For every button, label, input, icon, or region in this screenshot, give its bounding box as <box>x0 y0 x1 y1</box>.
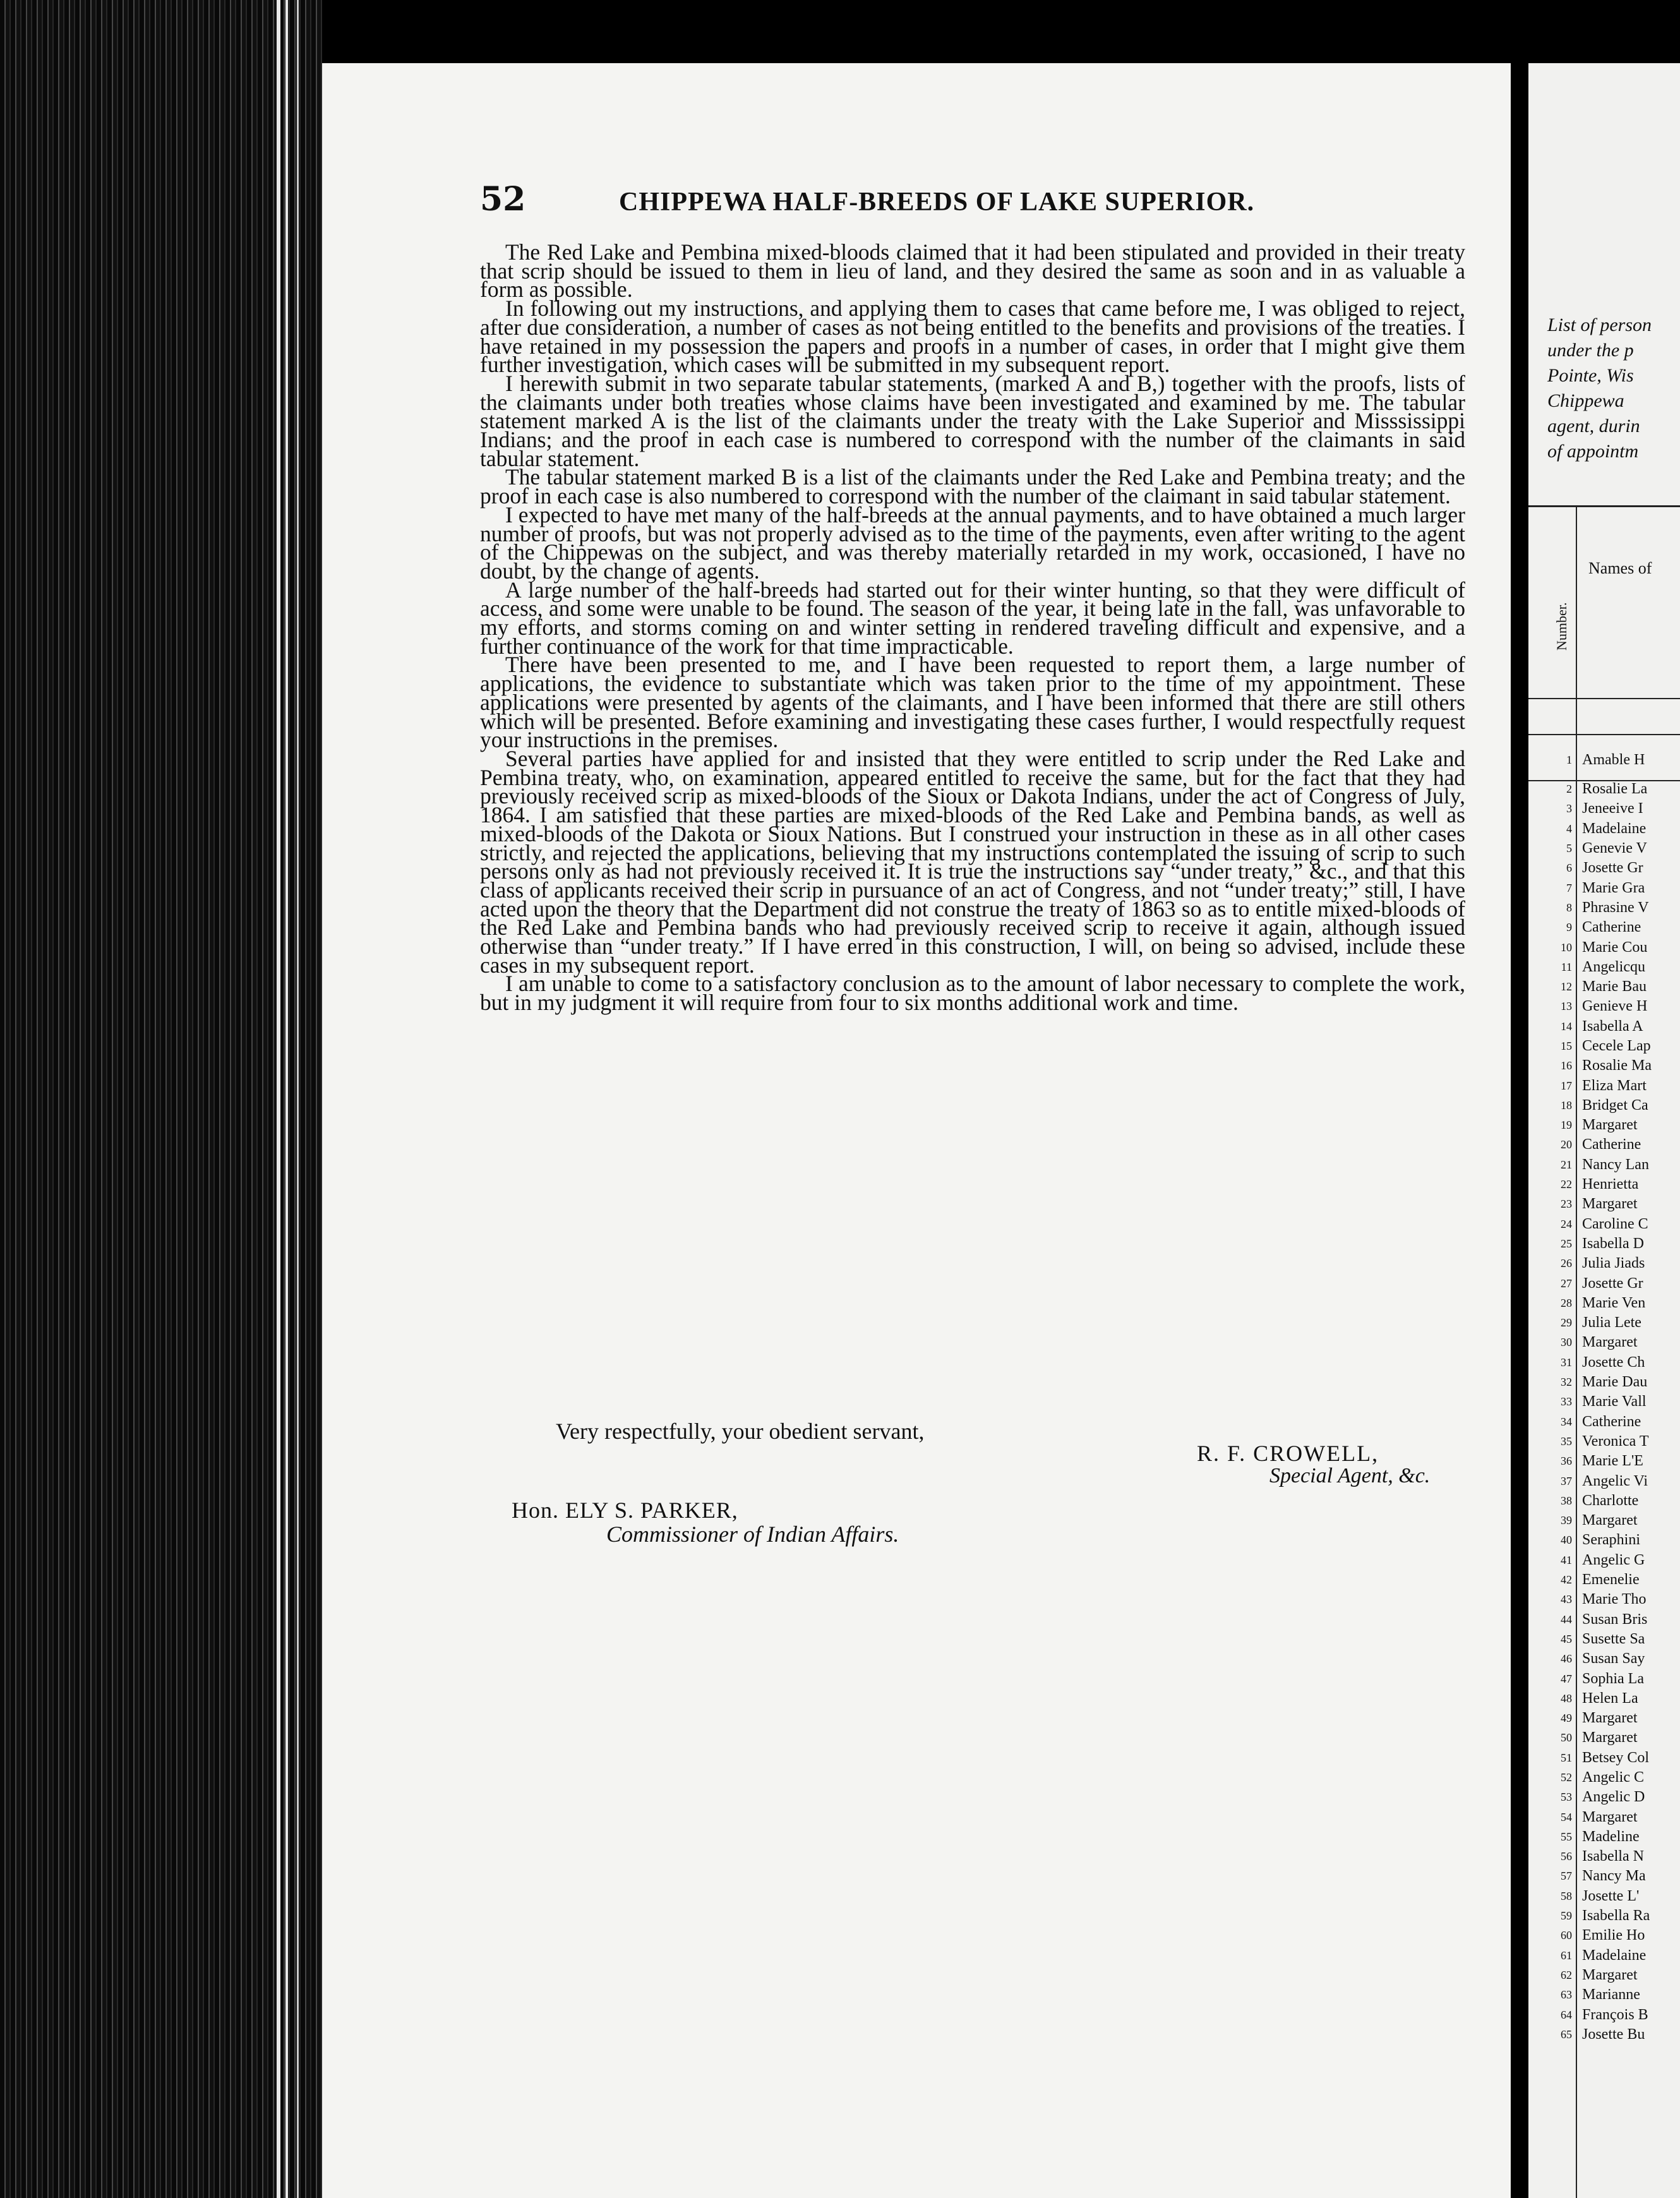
table-row <box>1544 1491 1680 1511</box>
table-row <box>1544 1946 1680 1966</box>
row-number: 58 <box>1561 1889 1572 1902</box>
row-name: Genevie V <box>1582 840 1647 857</box>
table-row <box>1544 1748 1680 1768</box>
table-row <box>1544 1234 1680 1254</box>
row-name: Rosalie La <box>1582 781 1648 798</box>
row-name: Marie Dau <box>1582 1374 1648 1391</box>
row-name: Marianne <box>1582 1986 1640 2003</box>
row-number: 3 <box>1566 802 1572 815</box>
table-caption <box>1547 313 1680 464</box>
signature-name: R. F. CROWELL, <box>1197 1441 1379 1466</box>
table-row <box>1544 1590 1680 1609</box>
row-number: 30 <box>1561 1336 1572 1349</box>
table-row <box>1544 1669 1680 1688</box>
row-name: Rosalie Ma <box>1582 1057 1652 1074</box>
table-row <box>1544 1630 1680 1649</box>
row-name: Madelaine <box>1582 1947 1647 1964</box>
table-row <box>1544 1175 1680 1194</box>
caption-line: under the p <box>1547 340 1634 361</box>
row-name: Marie Ven <box>1582 1294 1646 1311</box>
table-row <box>1544 1353 1680 1372</box>
row-number: 56 <box>1561 1850 1572 1863</box>
addressee-title: Commissioner of Indian Affairs. <box>606 1522 899 1547</box>
table-row <box>1544 1036 1680 1056</box>
row-name: Nancy Lan <box>1582 1156 1649 1173</box>
row-number: 27 <box>1561 1276 1572 1290</box>
row-number: 65 <box>1561 2027 1572 2041</box>
row-number: 21 <box>1561 1158 1572 1171</box>
table-row <box>1544 1985 1680 2005</box>
table-row <box>1544 1551 1680 1570</box>
page-header <box>480 180 1336 219</box>
signature-title: Special Agent, &c. <box>1269 1464 1431 1487</box>
table-row <box>1544 1155 1680 1175</box>
row-number: 46 <box>1561 1652 1572 1666</box>
row-number: 34 <box>1561 1415 1572 1428</box>
table-row <box>1544 1056 1680 1076</box>
table-row <box>1544 779 1680 799</box>
row-number: 47 <box>1561 1672 1572 1685</box>
row-number: 61 <box>1561 1949 1572 1962</box>
row-name: Susette Sa <box>1582 1630 1645 1647</box>
page-edge-line <box>285 0 288 2198</box>
row-name: Margaret <box>1582 1966 1638 1983</box>
row-number: 42 <box>1561 1573 1572 1587</box>
row-number: 1 <box>1566 753 1572 766</box>
row-number: 52 <box>1561 1770 1572 1784</box>
table-rule <box>1528 698 1680 699</box>
row-number: 2 <box>1566 783 1572 796</box>
table-row <box>1544 937 1680 957</box>
row-number: 4 <box>1566 822 1572 835</box>
page-edge-line <box>1511 0 1528 2198</box>
row-number: 38 <box>1561 1494 1572 1507</box>
row-name: Angelicqu <box>1582 958 1645 975</box>
row-number: 35 <box>1561 1434 1572 1448</box>
table-row <box>1544 1906 1680 1926</box>
paragraph: I expected to have met many of the half-breeds at the annual payments, and to have obtained a much larger number of proofs, but was not properly advised as to the time of the payments, even after writing to the agent of the Chippewas on the subject, and was thereby materially retarded in my work, occasioned, I have no doubt, by the change of agents. <box>480 501 1465 584</box>
caption-line: of appointm <box>1547 441 1639 462</box>
paragraph: I am unable to come to a satisfactory conclusion as to the amount of labor necessary to complete the work, but in my judgment it will require from four to six months additional work and time. <box>480 971 1465 1016</box>
row-name: Bridget Ca <box>1582 1096 1648 1114</box>
row-name: Isabella D <box>1582 1235 1644 1252</box>
row-name: Josette L' <box>1582 1887 1640 1904</box>
row-number: 22 <box>1561 1178 1572 1191</box>
row-number: 20 <box>1561 1138 1572 1151</box>
row-name: Margaret <box>1582 1196 1638 1213</box>
book-edge <box>0 0 322 2198</box>
table-row <box>1544 1115 1680 1135</box>
table-row <box>1544 1194 1680 1214</box>
row-number: 36 <box>1561 1455 1572 1468</box>
table-row <box>1544 799 1680 819</box>
paragraph: The tabular statement marked B is a list of the claimants under the Red Lake and Pembina treaty; and the proof in each case is also numbered to correspond with the number of the claimant in said tabular statement. <box>480 464 1465 509</box>
row-name: Margaret <box>1582 1710 1638 1727</box>
row-name: Angelic G <box>1582 1551 1645 1568</box>
row-number: 55 <box>1561 1830 1572 1843</box>
row-number: 28 <box>1561 1296 1572 1309</box>
table-row <box>1544 1649 1680 1669</box>
table-row <box>1544 1847 1680 1866</box>
row-name: Isabella A <box>1582 1018 1643 1035</box>
row-number: 59 <box>1561 1909 1572 1923</box>
row-name: Sophia La <box>1582 1670 1644 1687</box>
table-row <box>1544 1471 1680 1491</box>
paragraph: In following out my instructions, and applying them to cases that came before me, I was obliged to reject, after due consideration, a number of cases as not being entitled to the benefits and provisions of the treaties. I have retained in my possession the papers and proofs in a number of cases, in order that I might give them further investigation, which cases will be submitted in my subsequent report. <box>480 296 1465 378</box>
table-rule <box>1528 505 1680 507</box>
number-column-header: Number. <box>1554 602 1569 651</box>
row-name: Caroline C <box>1582 1215 1648 1232</box>
row-name: Catherine <box>1582 1413 1641 1430</box>
table-rule <box>1528 734 1680 735</box>
names-list <box>1544 740 1680 2045</box>
row-name: Charlotte <box>1582 1492 1639 1509</box>
table-row <box>1544 1294 1680 1313</box>
row-name: Marie Bau <box>1582 978 1647 995</box>
table-row <box>1544 1728 1680 1748</box>
row-number: 54 <box>1561 1810 1572 1823</box>
row-number: 14 <box>1561 1019 1572 1033</box>
table-row <box>1544 1689 1680 1709</box>
table-row <box>1544 1511 1680 1530</box>
table-row <box>1544 1096 1680 1115</box>
row-number: 39 <box>1561 1514 1572 1527</box>
row-number: 49 <box>1561 1712 1572 1725</box>
row-name: Nancy Ma <box>1582 1868 1646 1885</box>
table-row <box>1544 1017 1680 1036</box>
row-number: 51 <box>1561 1751 1572 1764</box>
row-number: 7 <box>1566 881 1572 894</box>
table-row <box>1544 1273 1680 1293</box>
row-number: 16 <box>1561 1059 1572 1072</box>
row-number: 13 <box>1561 1000 1572 1013</box>
table-row <box>1544 878 1680 898</box>
row-name: Betsey Col <box>1582 1749 1649 1766</box>
table-row <box>1544 1807 1680 1827</box>
row-name: Marie L'E <box>1582 1453 1643 1470</box>
table-row <box>1544 1392 1680 1412</box>
row-name: Amable H <box>1582 751 1645 768</box>
row-number: 33 <box>1561 1395 1572 1408</box>
row-number: 44 <box>1561 1612 1572 1626</box>
row-number: 37 <box>1561 1474 1572 1487</box>
table-row <box>1544 1609 1680 1629</box>
table-row <box>1544 977 1680 997</box>
table-row <box>1544 1432 1680 1451</box>
row-name: Josette Gr <box>1582 860 1643 877</box>
row-number: 45 <box>1561 1632 1572 1645</box>
page-edge-line <box>277 0 280 2198</box>
table-row <box>1544 1966 1680 1985</box>
table-row <box>1544 1135 1680 1155</box>
row-name: Margaret <box>1582 1334 1638 1351</box>
row-name: Julia Lete <box>1582 1314 1641 1331</box>
row-number: 17 <box>1561 1079 1572 1092</box>
row-name: Susan Say <box>1582 1650 1645 1667</box>
row-number: 9 <box>1566 921 1572 934</box>
row-name: Margaret <box>1582 1117 1638 1134</box>
row-number: 41 <box>1561 1553 1572 1566</box>
row-name: Angelic D <box>1582 1789 1645 1806</box>
caption-line: Chippewa <box>1547 390 1624 411</box>
row-number: 23 <box>1561 1198 1572 1211</box>
table-row <box>1544 1570 1680 1590</box>
row-name: Veronica T <box>1582 1432 1649 1450</box>
table-row <box>1544 2005 1680 2024</box>
row-name: François B <box>1582 2006 1648 2023</box>
table-row <box>1544 1254 1680 1273</box>
table-row <box>1544 2025 1680 2045</box>
row-number: 12 <box>1561 980 1572 994</box>
table-row <box>1544 1530 1680 1550</box>
names-column-header: Names of <box>1588 559 1652 577</box>
row-name: Julia Jiads <box>1582 1255 1645 1272</box>
row-name: Margaret <box>1582 1808 1638 1825</box>
table-row <box>1544 918 1680 937</box>
row-name: Josette Bu <box>1582 2026 1645 2043</box>
table-row <box>1544 1313 1680 1333</box>
row-name: Emilie Ho <box>1582 1927 1645 1944</box>
row-number: 60 <box>1561 1929 1572 1942</box>
row-number: 10 <box>1561 940 1572 954</box>
running-head: CHIPPEWA HALF-BREEDS OF LAKE SUPERIOR. <box>619 188 1255 217</box>
table-row <box>1544 1787 1680 1807</box>
row-name: Jeneeive I <box>1582 800 1643 817</box>
caption-line: Pointe, Wis <box>1547 365 1634 386</box>
paragraph: I herewith submit in two separate tabular statements, (marked A and B,) together with the proofs, lists of the claimants under both treaties whose claims have been investigated and examined by me. The tabular statement marked A is the list of the claimants under the treaty with the Lake Superior and Misssissippi Indians; and the proof in each case is numbered to correspond with the number of the claimants in said tabular statement. <box>480 370 1465 471</box>
row-number: 6 <box>1566 862 1572 875</box>
table-row <box>1544 1451 1680 1471</box>
row-number: 64 <box>1561 2008 1572 2021</box>
table-row <box>1544 1768 1680 1787</box>
row-name: Marie Tho <box>1582 1591 1647 1608</box>
row-number: 62 <box>1561 1968 1572 1981</box>
table-row <box>1544 1887 1680 1906</box>
row-name: Josette Gr <box>1582 1275 1643 1292</box>
row-name: Seraphini <box>1582 1532 1640 1549</box>
row-name: Catherine <box>1582 919 1641 936</box>
caption-line: List of person <box>1547 315 1652 335</box>
paragraph: Several parties have applied for and insisted that they were entitled to scrip under the Red Lake and Pembina treaty, who, on examination, appeared entitled to receive the same, but for the fact that they had previously received scrip as mixed-bloods of the Sioux or Dakota Indians, under the act of Congress of July, 1864. I am satisfied that these parties are mixed-bloods of the Red Lake and Pembina bands, as well as mixed-bloods of the Dakota or Sioux Nations. But I construed your instruction in these as in all other cases strictly, and rejected the applications, believing that my instructions contemplated the issuing of scrip to such persons only as had not previously received it. It is true the instructions say “under treaty,” &c., and that this class of applicants received their scrip in pursuance of an act of Congress, and not “under treaty;” still, I have acted upon the theory that the Department did not construe the treaty of 1863 so as to entitle mixed-bloods of the Red Lake and Pembina bands who had previously received scrip to receive it again, although issued otherwise than “under treaty.” If I have erred in this construction, I will, on being so advised, include these cases in my subsequent report. <box>480 745 1465 978</box>
letter-body <box>480 239 1465 1016</box>
table-row <box>1544 839 1680 858</box>
page-number: 52 <box>480 180 526 219</box>
row-number: 8 <box>1566 901 1572 914</box>
table-row <box>1544 1333 1680 1352</box>
table-row <box>1544 958 1680 977</box>
page-edge-line <box>297 0 299 2198</box>
row-number: 57 <box>1561 1870 1572 1883</box>
row-name: Helen La <box>1582 1690 1638 1707</box>
row-name: Josette Ch <box>1582 1354 1645 1371</box>
table-row <box>1544 1215 1680 1234</box>
table-row <box>1544 819 1680 839</box>
row-name: Phrasine V <box>1582 899 1649 916</box>
table-row <box>1544 1076 1680 1095</box>
closing-line: Very respectfully, your obedient servant, <box>556 1419 925 1444</box>
row-name: Madelaine <box>1582 820 1647 837</box>
row-number: 19 <box>1561 1119 1572 1132</box>
row-name: Marie Vall <box>1582 1393 1647 1410</box>
row-name: Catherine <box>1582 1136 1641 1153</box>
row-name: Madeline <box>1582 1828 1640 1845</box>
row-number: 32 <box>1561 1376 1572 1389</box>
row-number: 31 <box>1561 1355 1572 1369</box>
row-name: Emenelie <box>1582 1571 1640 1588</box>
row-number: 63 <box>1561 1988 1572 2002</box>
row-name: Marie Cou <box>1582 939 1648 956</box>
row-name: Margaret <box>1582 1729 1638 1746</box>
row-name: Genieve H <box>1582 998 1648 1015</box>
row-name: Isabella Ra <box>1582 1907 1650 1925</box>
row-number: 24 <box>1561 1217 1572 1230</box>
table-row <box>1544 740 1680 779</box>
row-name: Cecele Lap <box>1582 1038 1651 1054</box>
table-row <box>1544 1866 1680 1886</box>
table-row <box>1544 1412 1680 1432</box>
caption-line: agent, durin <box>1547 416 1640 436</box>
row-name: Susan Bris <box>1582 1611 1648 1628</box>
row-number: 48 <box>1561 1691 1572 1705</box>
row-number: 25 <box>1561 1237 1572 1250</box>
row-number: 53 <box>1561 1791 1572 1804</box>
row-name: Angelic C <box>1582 1769 1644 1786</box>
table-row <box>1544 997 1680 1016</box>
row-number: 5 <box>1566 842 1572 855</box>
table-row <box>1544 1709 1680 1728</box>
table-row <box>1544 1827 1680 1847</box>
right-page <box>1528 63 1680 2198</box>
table-row <box>1544 898 1680 918</box>
paragraph: The Red Lake and Pembina mixed-bloods claimed that it had been stipulated and provided in their treaty that scrip should be issued to them in lieu of land, and they desired the same as soon and in as valuable a form as possible. <box>480 239 1465 303</box>
row-number: 15 <box>1561 1040 1572 1052</box>
paragraph: A large number of the half-breeds had started out for their winter hunting, so that they were difficult of access, and some were unable to be found. The season of the year, it being late in the fall, was unfavorable to my efforts, and storms coming on and winter setting in rendered traveling difficult and expensive, and a further continuance of the work for that time impracticable. <box>480 577 1465 659</box>
table-row <box>1544 1372 1680 1392</box>
row-name: Eliza Mart <box>1582 1077 1647 1094</box>
row-number: 50 <box>1561 1731 1572 1745</box>
table-row <box>1544 1926 1680 1945</box>
row-number: 26 <box>1561 1257 1572 1270</box>
row-number: 40 <box>1561 1534 1572 1547</box>
row-name: Henrietta <box>1582 1176 1639 1193</box>
row-name: Marie Gra <box>1582 879 1645 896</box>
row-number: 18 <box>1561 1098 1572 1112</box>
row-name: Isabella N <box>1582 1848 1644 1865</box>
table-row <box>1544 858 1680 878</box>
row-number: 43 <box>1561 1593 1572 1606</box>
row-name: Margaret <box>1582 1512 1638 1529</box>
row-name: Angelic Vi <box>1582 1472 1648 1489</box>
row-number: 11 <box>1561 960 1572 973</box>
row-number: 29 <box>1561 1316 1572 1330</box>
addressee-name: Hon. ELY S. PARKER, <box>512 1498 738 1523</box>
paragraph: There have been presented to me, and I have been requested to report them, a large number of applications, the evidence to substantiate which was taken prior to the time of my appointment. These applications were presented by agents of the claimants, and I have been informed that there are still others which will be presented. Before examining and investigating these cases further, I would respectfully request your instructions in the premises. <box>480 652 1465 753</box>
